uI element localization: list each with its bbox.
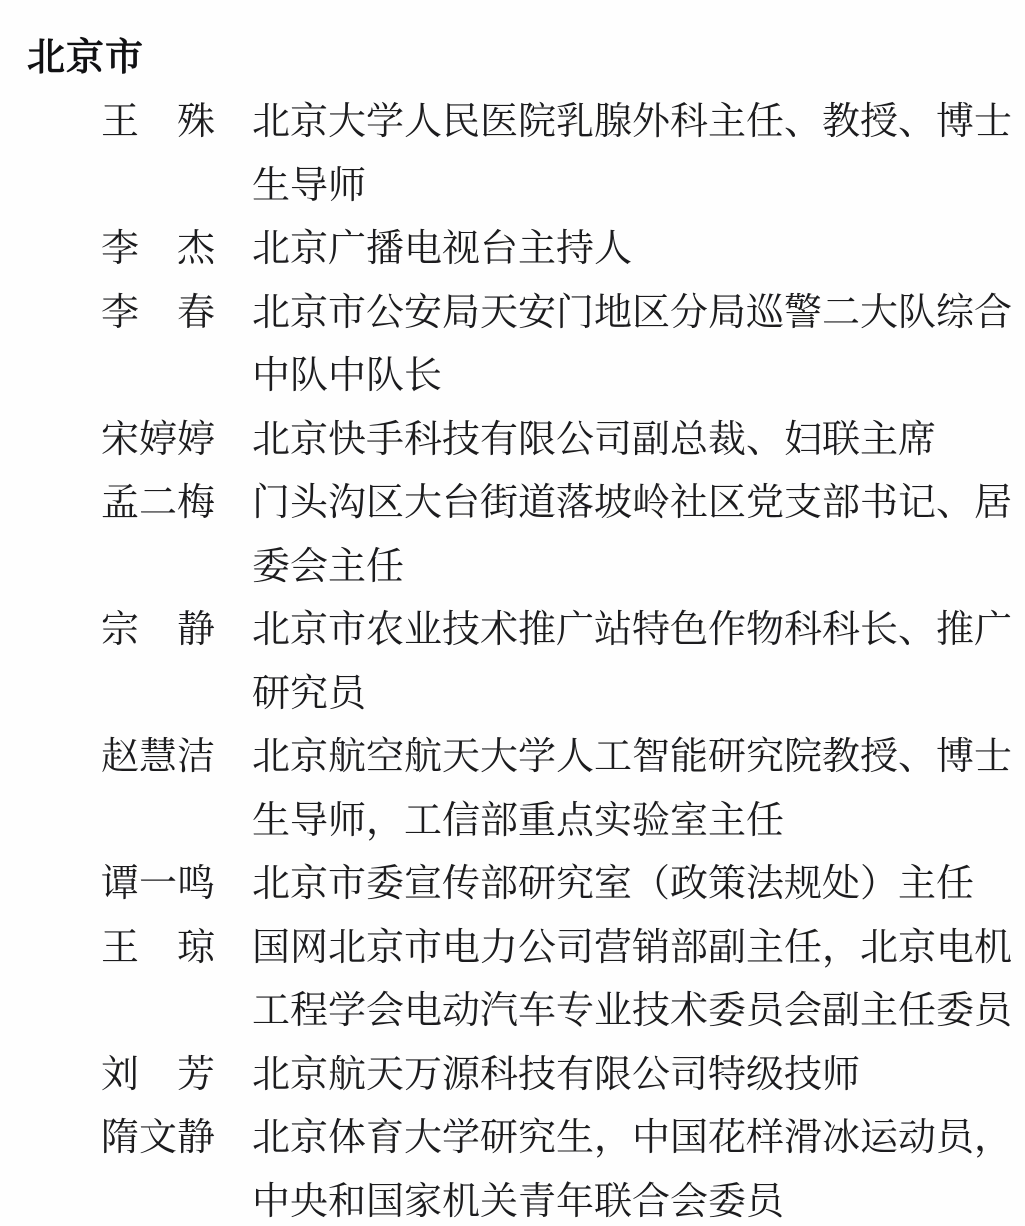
list-item [101, 1043, 1016, 1107]
person-title [252, 1106, 1012, 1226]
list-item [101, 598, 1016, 725]
person-title-line: 工程学会电动汽车专业技术委员会副主任委员 [252, 988, 1013, 1032]
list-item [101, 1106, 1016, 1226]
person-title [252, 725, 1012, 852]
list-item [101, 471, 1016, 598]
person-name: 宗 静 [101, 607, 216, 651]
person-title-line: 北京快手科技有限公司副总裁、妇联主席 [252, 416, 937, 461]
person-title [252, 852, 1012, 916]
person-title [252, 598, 1012, 725]
list-item [101, 281, 1016, 408]
person-title [252, 90, 1012, 217]
section-heading: 北京市 [27, 35, 145, 79]
honoree-list [101, 90, 1016, 1226]
person-title-line: 北京广播电视台主持人 [252, 226, 633, 270]
person-title-line: 中队中队长 [252, 353, 443, 397]
person-title-line: 中央和国家机关青年联合会委员 [252, 1178, 785, 1223]
person-title-line: 北京市农业技术推广站特色作物科科长、推广 [252, 607, 1013, 651]
person-name: 宋婷婷 [101, 416, 216, 461]
person-title [252, 281, 1012, 408]
person-title-line: 北京市公安局天安门地区分局巡警二大队综合 [252, 289, 1013, 334]
person-title-line: 北京市委宣传部研究室（政策法规处）主任 [252, 861, 975, 905]
person-name: 李 春 [101, 289, 216, 334]
person-title [252, 471, 1012, 598]
person-title-line: 北京大学人民医院乳腺外科主任、教授、博士 [252, 99, 1013, 143]
person-name: 赵慧洁 [101, 734, 216, 778]
person-name: 孟二梅 [101, 480, 216, 524]
list-item [101, 852, 1016, 916]
person-name: 谭一鸣 [101, 861, 216, 905]
person-title-line: 研究员 [252, 670, 367, 715]
person-name: 刘 芳 [101, 1051, 216, 1096]
person-title [252, 916, 1012, 1043]
person-title-line: 门头沟区大台街道落坡岭社区党支部书记、居 [252, 480, 1013, 524]
list-item [101, 90, 1016, 217]
person-title-line: 国网北京市电力公司营销部副主任，北京电机 [252, 924, 1013, 969]
person-name: 王 殊 [101, 99, 216, 143]
person-title-line: 北京航空航天大学人工智能研究院教授、博士 [252, 734, 1013, 778]
person-title [252, 1043, 1012, 1107]
person-title-line: 委会主任 [252, 543, 405, 588]
person-title-line: 北京航天万源科技有限公司特级技师 [252, 1051, 861, 1096]
person-name: 李 杰 [101, 226, 216, 270]
person-title-line: 生导师 [252, 162, 367, 207]
person-title-line: 北京体育大学研究生，中国花样滑冰运动员， [252, 1115, 1013, 1159]
list-item [101, 725, 1016, 852]
list-item [101, 916, 1016, 1043]
person-title [252, 217, 1012, 281]
person-name: 隋文静 [101, 1115, 216, 1159]
person-name: 王 琼 [101, 924, 216, 969]
list-item [101, 217, 1016, 281]
person-title-line: 生导师，工信部重点实验室主任 [252, 797, 785, 842]
person-title [252, 408, 1012, 472]
list-item [101, 408, 1016, 472]
